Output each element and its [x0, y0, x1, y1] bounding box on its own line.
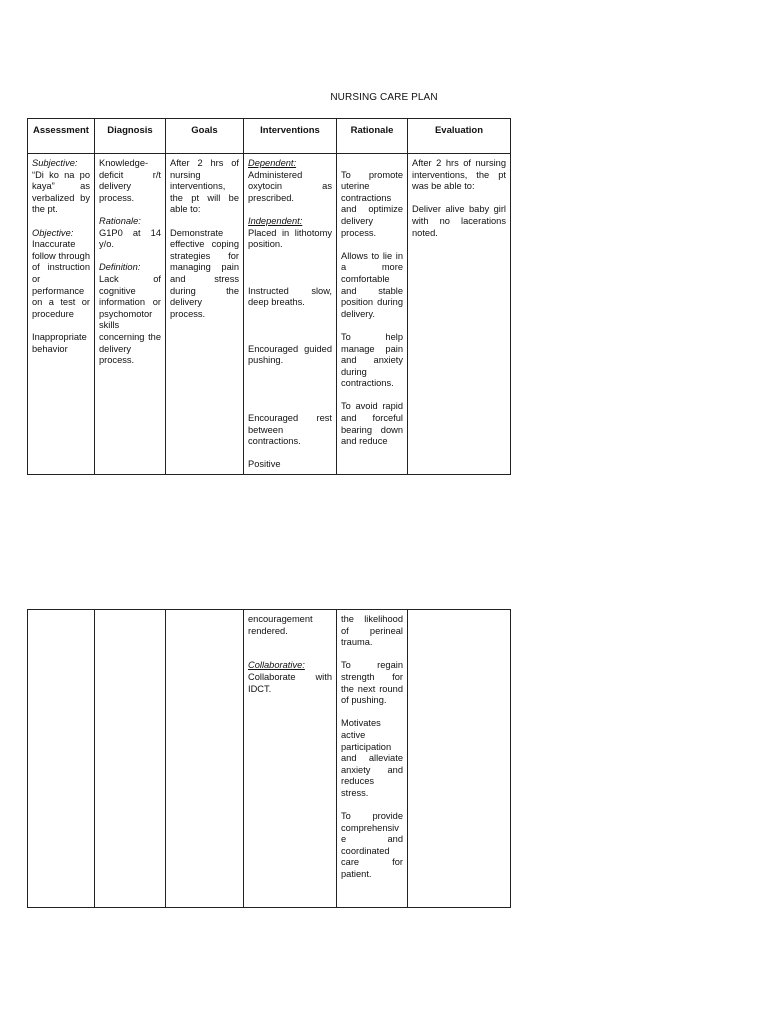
- rationale-6: Motivates active participation and alleviate anxiety and reduces stress.: [341, 718, 403, 798]
- care-plan-table-page-2: [27, 609, 511, 908]
- diagnosis-rationale-text: G1P0 at 14 y/o.: [99, 227, 161, 250]
- goals-intro: After 2 hrs of nursing interventions, the pt will be able to:: [170, 158, 239, 215]
- assessment-cell: [28, 154, 95, 475]
- intervention-item-4: Encouraged rest between contractions.: [248, 413, 332, 447]
- rationale-cell-continued: [337, 610, 408, 908]
- rationale-7: To provide comprehensive and coordinated care for patient.: [341, 811, 403, 880]
- evaluation-cell: [408, 154, 511, 475]
- diagnosis-definition-label: Definition:: [99, 262, 141, 273]
- objective-label: Objective:: [32, 227, 74, 238]
- page-title: NURSING CARE PLAN: [330, 92, 438, 103]
- header-diagnosis: Diagnosis: [95, 119, 166, 154]
- goals-cell-continued: [166, 610, 244, 908]
- dependent-text: Administered oxytocin as prescribed.: [248, 169, 332, 203]
- interventions-cell: [244, 154, 337, 475]
- header-interventions: Interventions: [244, 119, 337, 154]
- rationale-4: To avoid rapid and forceful bearing down and reduce: [341, 401, 403, 447]
- table-row: [28, 610, 511, 908]
- header-goals: Goals: [166, 119, 244, 154]
- rationale-5: To regain strength for the next round of pushing.: [341, 660, 403, 706]
- rationale-continued: the likelihood of perineal trauma.: [341, 614, 403, 648]
- evaluation-intro: After 2 hrs of nursing interventions, the pt was be able to:: [412, 158, 506, 192]
- goals-cell: [166, 154, 244, 475]
- collaborative-text: Collaborate with IDCT.: [248, 671, 332, 694]
- intervention-item-5: Positive: [248, 459, 281, 470]
- evaluation-cell-continued: [408, 610, 511, 908]
- dependent-label: Dependent:: [248, 158, 297, 168]
- goals-goal: Demonstrate effective coping strategies for managing pain and stress during the delivery process.: [170, 227, 239, 319]
- objective-text-2: Inappropriate behavior: [32, 331, 87, 354]
- intervention-item-1: Placed in lithotomy position.: [248, 227, 332, 250]
- assessment-cell-continued: [28, 610, 95, 908]
- evaluation-result: Deliver alive baby girl with no lacerations noted.: [412, 204, 506, 238]
- care-plan-table-page-1: [27, 118, 511, 475]
- diagnosis-cell-continued: [95, 610, 166, 908]
- diagnosis-definition-text: Lack of cognitive information or psychomotor skills concerning the delivery process.: [99, 273, 161, 366]
- objective-text: Inaccurate follow through of instruction or performance on a test or procedure: [32, 239, 90, 319]
- header-rationale: Rationale: [337, 119, 408, 154]
- subjective-label: Subjective:: [32, 158, 78, 168]
- independent-label: Independent:: [248, 215, 303, 226]
- table-row: [28, 154, 511, 475]
- rationale-2: Allows to lie in a more comfortable and stable position during delivery.: [341, 250, 403, 319]
- subjective-text: “Di ko na po kaya” as verbalized by the pt.: [32, 169, 90, 215]
- header-assessment: Assessment: [28, 119, 95, 154]
- intervention-item-2: Instructed slow, deep breaths.: [248, 285, 332, 308]
- diagnosis-cell: [95, 154, 166, 475]
- interventions-cell-continued: [244, 610, 337, 908]
- collaborative-label: Collaborative:: [248, 660, 305, 671]
- rationale-1: To promote uterine contractions and optimize delivery process.: [341, 169, 403, 238]
- intervention-item-3: Encouraged guided pushing.: [248, 343, 332, 366]
- header-evaluation: Evaluation: [408, 119, 511, 154]
- diagnosis-rationale-label: Rationale:: [99, 215, 141, 226]
- rationale-cell: [337, 154, 408, 475]
- diagnosis-text: Knowledge-deficit r/t delivery process.: [99, 158, 161, 203]
- header-row: [28, 119, 511, 154]
- intervention-continued: encouragement rendered.: [248, 614, 313, 636]
- rationale-3: To help manage pain and anxiety during contractions.: [341, 331, 403, 389]
